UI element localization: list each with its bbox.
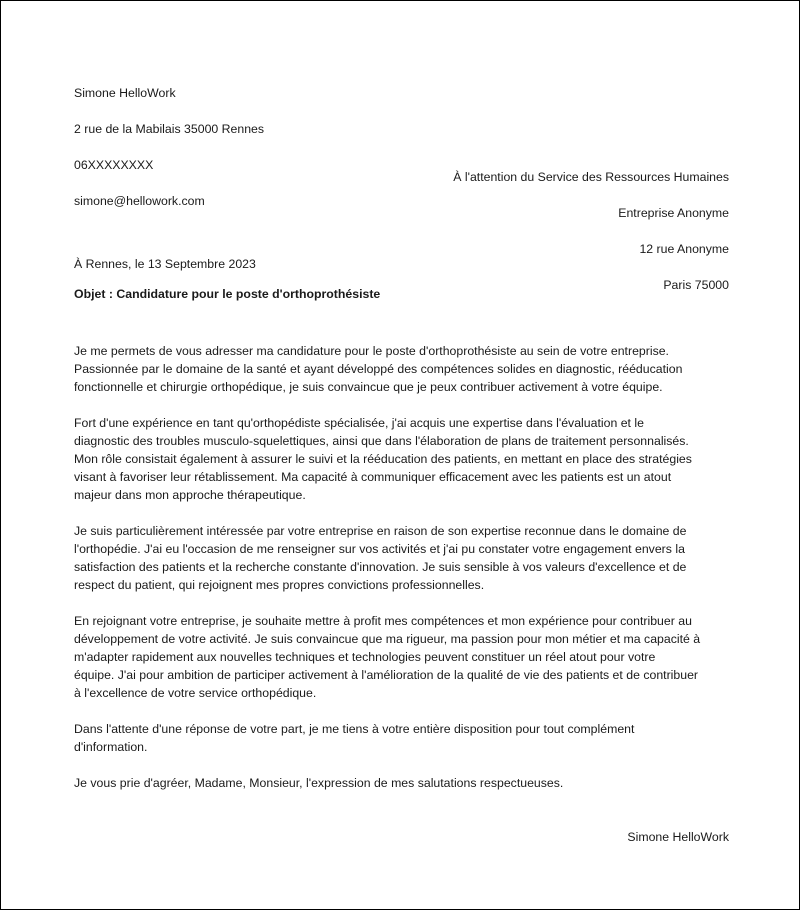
recipient-company: Entreprise Anonyme [618,206,729,220]
subject-line: Objet : Candidature pour le poste d'orthoprothésiste [74,287,381,301]
sender-phone: 06XXXXXXXX [74,158,154,172]
recipient-attention: À l'attention du Service des Ressources Humaines [453,170,729,184]
paragraph-closing: Je vous prie d'agréer, Madame, Monsieur, l'expression de mes salutations respectueuses. [74,776,564,790]
recipient-street: 12 rue Anonyme [639,242,729,256]
date-line: À Rennes, le 13 Septembre 2023 [74,257,256,271]
sender-email: simone@hellowork.com [74,194,205,208]
signature: Simone HelloWork [627,830,729,844]
sender-name: Simone HelloWork [74,86,176,100]
paragraph-contribution: En rejoignant votre entreprise, je souhaite mettre à profit mes compétences et mon expérience pour contribuer au développement de votre activité. Je suis convaincue que ma rigueur, ma passion pour mon métier et ma capacité à m'adapter rapidement aux nouvelles techniques et technologies peuvent constituer un réel atout pour votre équipe. J'ai pour ambition de participer activement à l'amélioration de la qualité de vie des patients et de contribuer à l'excellence de votre service orthopédique. [74,614,701,700]
paragraph-intro: Je me permets de vous adresser ma candidature pour le poste d'orthoprothésiste au sein de votre entreprise. Passionnée par le domaine de la santé et ayant développé des compétences solides en diagnostic, rééducation fonctionnelle et chirurgie orthopédique, je suis convaincue que je peux contribuer activement à votre équipe. [74,344,683,394]
paragraph-motivation: Je suis particulièrement intéressée par votre entreprise en raison de son expertise reconnue dans le domaine de l'orthopédie. J'ai eu l'occasion de me renseigner sur vos activités et j'ai pu constater votre engagement envers la satisfaction des patients et la recherche constante d'innovation. Je suis sensible à vos valeurs d'excellence et de respect du patient, qui rejoignent mes propres convictions professionnelles. [74,524,687,592]
sender-address: 2 rue de la Mabilais 35000 Rennes [74,122,265,136]
paragraph-experience: Fort d'une expérience en tant qu'orthopédiste spécialisée, j'ai acquis une expertise dans l'évaluation et le diagnostic des troubles musculo-squelettiques, ainsi que dans l'élaboration de plans de traitement personnalisés. Mon rôle consistait également à assurer le suivi et la rééducation des patients, en mettant en place des stratégies visant à favoriser leur rétablissement. Ma capacité à communiquer efficacement avec les patients est un atout majeur dans mon approche thérapeutique. [74,416,692,502]
paragraph-availability: Dans l'attente d'une réponse de votre part, je me tiens à votre entière disposition pour tout complément d'information. [74,722,635,754]
recipient-city: Paris 75000 [663,278,729,292]
